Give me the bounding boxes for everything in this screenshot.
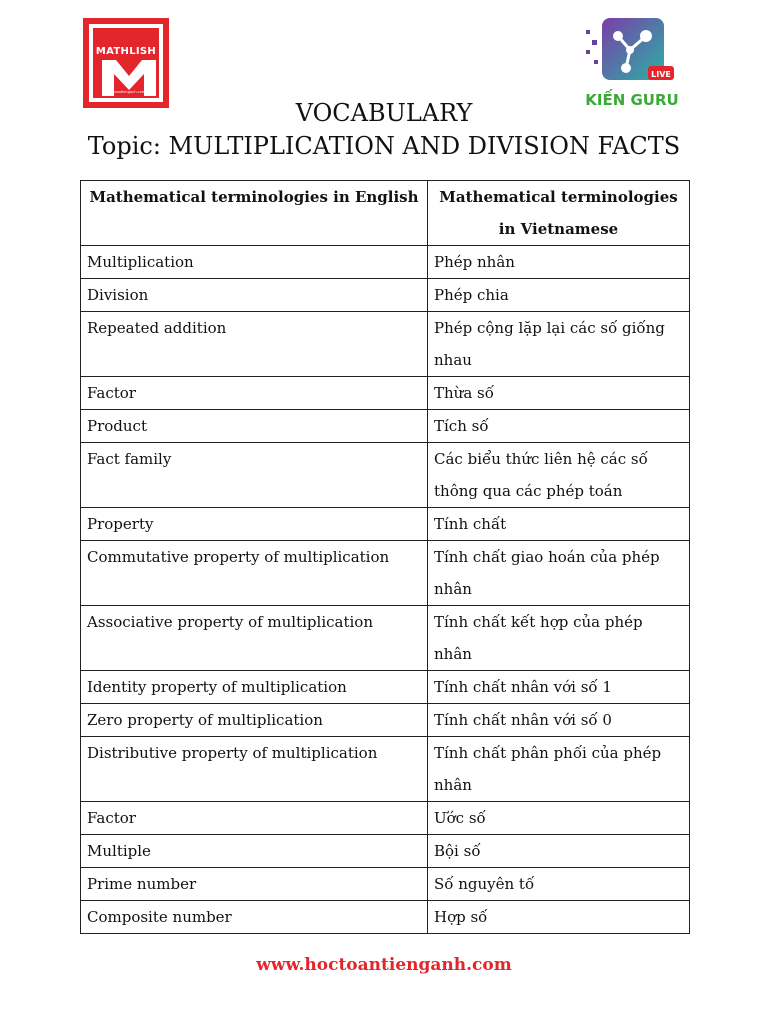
term-english: Division <box>81 279 428 312</box>
header-english: Mathematical terminologies in English <box>81 181 428 246</box>
term-english: Identity property of multiplication <box>81 671 428 704</box>
term-english: Repeated addition <box>81 312 428 377</box>
term-english: Commutative property of multiplication <box>81 541 428 606</box>
logo-url: hoctoantienganh.com <box>106 90 146 94</box>
table-row <box>81 279 690 312</box>
logo-background <box>93 28 159 98</box>
table-row <box>81 312 690 377</box>
header-vietnamese: Mathematical terminologies in Vietnamese <box>428 181 690 246</box>
table-row <box>81 410 690 443</box>
kien-guru-wordmark: KIẾN GURU <box>585 91 679 109</box>
term-english: Factor <box>81 377 428 410</box>
term-vietnamese: Tính chất nhân với số 0 <box>428 704 690 737</box>
term-vietnamese: Phép chia <box>428 279 690 312</box>
term-vietnamese: Tích số <box>428 410 690 443</box>
table-row <box>81 737 690 802</box>
term-english: Multiple <box>81 835 428 868</box>
term-vietnamese: Bội số <box>428 835 690 868</box>
term-vietnamese: Phép cộng lặp lại các số giống nhau <box>428 312 690 377</box>
term-english: Prime number <box>81 868 428 901</box>
term-vietnamese: Hợp số <box>428 901 690 934</box>
term-english: Multiplication <box>81 246 428 279</box>
term-english: Fact family <box>81 443 428 508</box>
table-row <box>81 246 690 279</box>
live-badge: LIVE <box>651 70 671 79</box>
term-english: Distributive property of multiplication <box>81 737 428 802</box>
term-english: Zero property of multiplication <box>81 704 428 737</box>
page-title: VOCABULARY <box>295 99 473 127</box>
table-row <box>81 901 690 934</box>
term-vietnamese: Tính chất nhân với số 1 <box>428 671 690 704</box>
page-subtitle: Topic: MULTIPLICATION AND DIVISION FACTS <box>87 132 681 160</box>
term-english: Product <box>81 410 428 443</box>
term-english: Property <box>81 508 428 541</box>
footer-website-link[interactable]: www.hoctoantienganh.com <box>256 955 512 975</box>
term-vietnamese: Tính chất kết hợp của phép nhân <box>428 606 690 671</box>
term-vietnamese: Ước số <box>428 802 690 835</box>
mathlish-logo <box>83 18 169 108</box>
term-vietnamese: Tính chất <box>428 508 690 541</box>
table-row <box>81 377 690 410</box>
table-row <box>81 541 690 606</box>
table-row <box>81 802 690 835</box>
table-row <box>81 868 690 901</box>
kien-guru-logo <box>582 16 682 112</box>
table-row <box>81 443 690 508</box>
term-vietnamese: Thừa số <box>428 377 690 410</box>
logo-wordmark: MATHLISH <box>95 46 157 57</box>
vocabulary-table <box>80 180 690 934</box>
term-english: Factor <box>81 802 428 835</box>
table-body <box>81 246 690 934</box>
kien-guru-icon <box>582 16 682 88</box>
table-row <box>81 606 690 671</box>
table-row <box>81 704 690 737</box>
table-row <box>81 508 690 541</box>
term-vietnamese: Các biểu thức liên hệ các số thông qua các phép toán <box>428 443 690 508</box>
term-english: Associative property of multiplication <box>81 606 428 671</box>
term-vietnamese: Tính chất phân phối của phép nhân <box>428 737 690 802</box>
table-row <box>81 671 690 704</box>
table-header-row <box>81 181 690 246</box>
table-row <box>81 835 690 868</box>
term-vietnamese: Tính chất giao hoán của phép nhân <box>428 541 690 606</box>
term-vietnamese: Phép nhân <box>428 246 690 279</box>
term-vietnamese: Số nguyên tố <box>428 868 690 901</box>
logo-frame <box>89 24 163 102</box>
term-english: Composite number <box>81 901 428 934</box>
